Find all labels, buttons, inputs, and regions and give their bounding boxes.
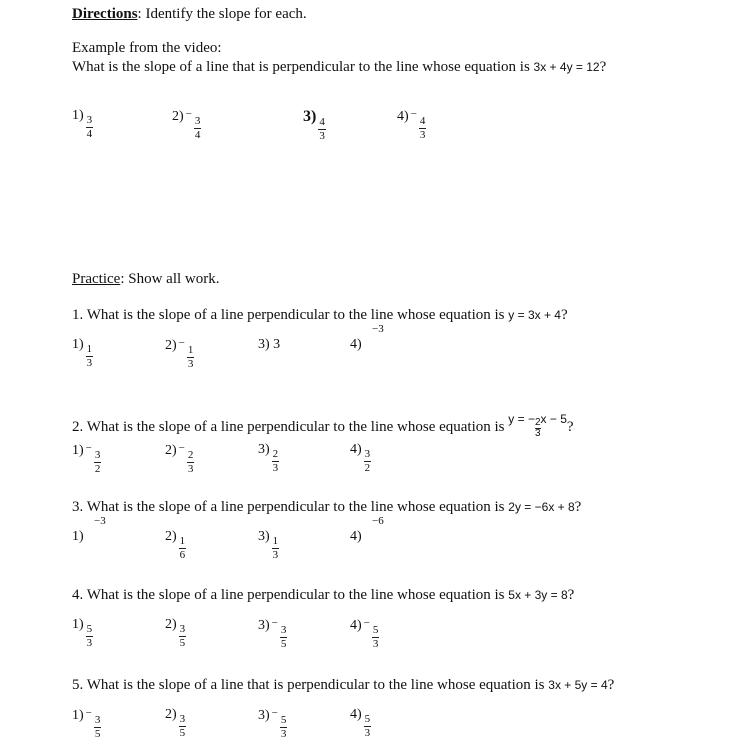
answer-option (165, 707, 186, 739)
denominator: 3 (372, 638, 379, 650)
denominator: 2 (364, 462, 371, 474)
numerator: 1 (272, 535, 279, 547)
answer-option (397, 108, 426, 141)
fraction (318, 117, 326, 142)
question-text: 5. What is the slope of a line that is perpendicular to the line whose equation is (72, 677, 549, 693)
option-number: 3) (258, 618, 270, 633)
minus-sign: − (271, 707, 278, 719)
denominator: 3 (187, 358, 194, 370)
denominator: 4 (86, 128, 93, 140)
option-number: 3) (258, 442, 270, 457)
denominator: 6 (179, 549, 186, 561)
numerator: 5 (364, 713, 371, 725)
denominator: 3 (319, 130, 325, 142)
numerator: 4 (319, 116, 325, 128)
question-mark: ? (599, 59, 607, 75)
numerator: 3 (179, 713, 186, 725)
fraction (364, 714, 372, 739)
answer-option (258, 442, 279, 474)
option-number: 3) (258, 708, 270, 723)
practice-heading (72, 271, 219, 288)
denominator: 5 (280, 638, 287, 650)
numerator: 1 (86, 343, 93, 355)
denominator: 5 (94, 728, 101, 740)
question (72, 412, 574, 439)
denominator: 3 (187, 463, 194, 475)
equation-suffix: x − 5 (540, 412, 567, 426)
practice-text: : Show all work. (120, 271, 220, 287)
answer-option (350, 323, 384, 353)
fraction (86, 344, 94, 369)
numerator: 2 (534, 417, 541, 428)
equation-prefix: y = − (508, 412, 535, 426)
numerator: 1 (179, 535, 186, 547)
minus-sign: − (410, 108, 417, 120)
fraction (86, 624, 94, 649)
answer-option (165, 442, 194, 475)
fraction (179, 536, 187, 561)
denominator: 4 (194, 129, 201, 141)
equation: 3x + 5y = 4 (548, 678, 608, 692)
option-value: 3 (273, 337, 281, 352)
minus-sign: − (185, 108, 192, 120)
example-title: Example from the video: (72, 40, 222, 56)
option-number: 1) (72, 708, 84, 723)
minus-sign: − (271, 617, 278, 629)
denominator: 3 (364, 727, 371, 739)
answer-option (258, 529, 279, 561)
answer-option (72, 442, 101, 475)
equation: 5x + 3y = 8 (508, 588, 568, 602)
answer-option (258, 617, 287, 650)
option-number: 4) (350, 442, 362, 457)
fraction (94, 450, 102, 475)
question-text: 4. What is the slope of a line perpendicular to the line whose equation is (72, 587, 509, 603)
option-number: 2) (165, 617, 177, 632)
denominator: 5 (179, 727, 186, 739)
answer-option (72, 617, 93, 649)
question-text: What is the slope of a line that is perpendicular to the line whose equation is (72, 59, 534, 75)
question (72, 677, 614, 694)
numerator: 2 (272, 448, 279, 460)
equation: 2y = −6x + 8 (508, 500, 575, 514)
numerator: 3 (364, 448, 371, 460)
directions (72, 6, 307, 23)
numerator: 2 (187, 449, 194, 461)
equation: y = 3x + 4 (508, 308, 561, 322)
practice-label: Practice (72, 271, 121, 287)
denominator: 5 (179, 637, 186, 649)
question-text: 1. What is the slope of a line perpendicular to the line whose equation is (72, 307, 509, 323)
option-value: −3 (372, 323, 384, 335)
question (72, 587, 574, 604)
fraction (86, 115, 94, 140)
denominator: 3 (534, 428, 541, 439)
fraction (272, 536, 280, 561)
numerator: 3 (194, 115, 201, 127)
numerator: 3 (86, 114, 93, 126)
equation (508, 412, 567, 439)
numerator: 1 (187, 344, 194, 356)
fraction (419, 116, 427, 141)
option-number: 4) (397, 109, 409, 124)
answer-option (72, 108, 93, 140)
numerator: 5 (372, 624, 379, 636)
answer-option (165, 617, 186, 649)
question-text: 3. What is the slope of a line perpendicular to the line whose equation is (72, 499, 509, 515)
option-number: 4) (350, 707, 362, 722)
option-number: 4) (350, 337, 362, 352)
fraction (179, 714, 187, 739)
question-mark: ? (560, 307, 568, 323)
fraction (179, 624, 187, 649)
fraction (272, 449, 280, 474)
answer-option (350, 442, 371, 474)
answer-option (165, 337, 194, 370)
fraction (280, 715, 288, 740)
question (72, 307, 568, 324)
option-number: 4) (350, 529, 362, 544)
equation: 3x + 4y = 12 (533, 60, 600, 74)
option-number: 1) (72, 108, 84, 123)
denominator: 3 (272, 549, 279, 561)
answer-option (350, 617, 379, 650)
fraction (187, 450, 195, 475)
answer-option (350, 515, 384, 545)
denominator: 3 (272, 462, 279, 474)
numerator: 3 (280, 624, 287, 636)
answer-option (165, 529, 186, 561)
numerator: 3 (94, 714, 101, 726)
numerator: 3 (179, 623, 186, 635)
answer-option (72, 707, 101, 740)
answer-option (303, 108, 326, 142)
minus-sign: − (363, 617, 370, 629)
option-number: 2) (172, 109, 184, 124)
question-mark: ? (566, 419, 574, 435)
option-number: 1) (72, 617, 84, 632)
numerator: 3 (94, 449, 101, 461)
option-number: 3) (303, 108, 317, 125)
option-number: 3) (258, 529, 270, 544)
denominator: 2 (94, 463, 101, 475)
numerator: 5 (86, 623, 93, 635)
denominator: 3 (280, 728, 287, 740)
answer-option (258, 337, 280, 353)
fraction (372, 625, 380, 650)
option-number: 4) (350, 618, 362, 633)
question (72, 499, 581, 516)
option-number: 1) (72, 443, 84, 458)
minus-sign: − (85, 707, 92, 719)
question-mark: ? (574, 499, 582, 515)
denominator: 3 (86, 637, 93, 649)
answer-option (72, 515, 106, 545)
answer-option (172, 108, 201, 141)
fraction (194, 116, 202, 141)
denominator: 3 (86, 357, 93, 369)
directions-label: Directions (72, 6, 138, 22)
directions-text: : Identify the slope for each. (137, 6, 307, 22)
fraction (364, 449, 372, 474)
option-number: 1) (72, 337, 84, 352)
denominator: 3 (419, 129, 426, 141)
minus-sign: − (178, 442, 185, 454)
minus-sign: − (178, 337, 185, 349)
option-number: 2) (165, 707, 177, 722)
example-question (72, 59, 606, 76)
option-number: 3) (258, 337, 270, 352)
option-number: 2) (165, 443, 177, 458)
numerator: 5 (280, 714, 287, 726)
answer-option (72, 337, 93, 369)
answer-option (350, 707, 371, 739)
option-number: 2) (165, 338, 177, 353)
option-number: 2) (165, 529, 177, 544)
answer-option (258, 707, 287, 740)
minus-sign: − (85, 442, 92, 454)
option-value: −3 (94, 515, 106, 527)
fraction (94, 715, 102, 740)
fraction (280, 625, 288, 650)
question-text: 2. What is the slope of a line perpendicular to the line whose equation is (72, 419, 509, 435)
option-value: −6 (372, 515, 384, 527)
question-mark: ? (567, 587, 575, 603)
numerator: 4 (419, 115, 426, 127)
fraction (187, 345, 195, 370)
option-number: 1) (72, 529, 84, 544)
question-mark: ? (607, 677, 615, 693)
